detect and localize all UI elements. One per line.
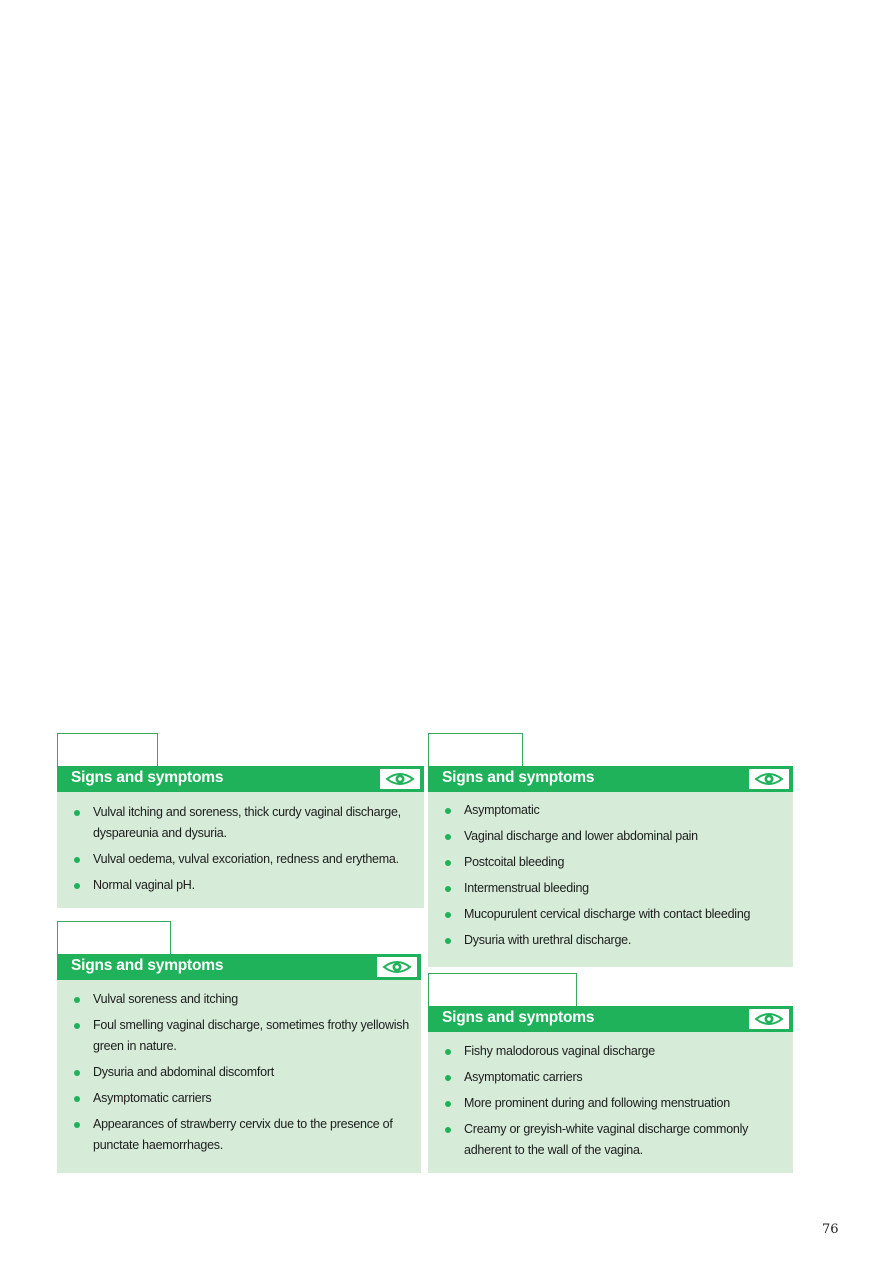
bullet-icon xyxy=(74,1023,80,1029)
list-item: Postcoital bleeding xyxy=(428,852,793,873)
list-item: Normal vaginal pH. xyxy=(57,875,424,896)
list-item: Intermenstrual bleeding xyxy=(428,878,793,899)
eye-icon xyxy=(379,768,421,790)
list-item: Asymptomatic carriers xyxy=(428,1067,793,1088)
card-body xyxy=(57,980,421,1173)
card-tab xyxy=(57,733,158,766)
bullet-icon xyxy=(74,1096,80,1102)
card-header xyxy=(428,766,793,792)
list-item: Asymptomatic carriers xyxy=(57,1088,421,1109)
card-body xyxy=(428,792,793,967)
bullet-icon xyxy=(445,912,451,918)
list-item: Appearances of strawberry cervix due to the presence of punctate haemorrhages. xyxy=(57,1114,421,1156)
bullet-icon xyxy=(74,883,80,889)
list-item: Foul smelling vaginal discharge, sometimes frothy yellowish green in nature. xyxy=(57,1015,421,1057)
bullet-icon xyxy=(74,997,80,1003)
card-header xyxy=(428,1006,793,1032)
card-title: Signs and symptoms xyxy=(71,769,224,786)
card-header xyxy=(57,954,421,980)
list-item: Vulval oedema, vulval excoriation, redness and erythema. xyxy=(57,849,424,870)
bullet-icon xyxy=(74,810,80,816)
bullet-icon xyxy=(445,860,451,866)
list-item: Fishy malodorous vaginal discharge xyxy=(428,1041,793,1062)
symptom-list xyxy=(57,802,424,896)
bullet-icon xyxy=(74,857,80,863)
card-tab xyxy=(428,733,523,766)
bullet-icon xyxy=(445,834,451,840)
bullet-icon xyxy=(445,1101,451,1107)
symptom-list xyxy=(428,800,793,951)
list-item: Dysuria with urethral discharge. xyxy=(428,930,793,951)
eye-icon xyxy=(748,768,790,790)
bullet-icon xyxy=(445,938,451,944)
page-number: 76 xyxy=(822,1222,839,1237)
card-title: Signs and symptoms xyxy=(71,957,224,974)
list-item: More prominent during and following menstruation xyxy=(428,1093,793,1114)
card-body xyxy=(57,792,424,908)
card-tab xyxy=(57,921,171,954)
list-item: Creamy or greyish-white vaginal discharge commonly adherent to the wall of the vagina. xyxy=(428,1119,793,1161)
bullet-icon xyxy=(445,1127,451,1133)
bullet-icon xyxy=(74,1122,80,1128)
eye-icon xyxy=(748,1008,790,1030)
list-item: Vulval soreness and itching xyxy=(57,989,421,1010)
bullet-icon xyxy=(445,886,451,892)
list-item: Vulval itching and soreness, thick curdy vaginal discharge, dyspareunia and dysuria. xyxy=(57,802,424,844)
card-header xyxy=(57,766,424,792)
symptom-list xyxy=(57,989,421,1156)
list-item: Vaginal discharge and lower abdominal pain xyxy=(428,826,793,847)
list-item: Mucopurulent cervical discharge with contact bleeding xyxy=(428,904,793,925)
card-title: Signs and symptoms xyxy=(442,769,595,786)
bullet-icon xyxy=(445,1075,451,1081)
card-title: Signs and symptoms xyxy=(442,1009,595,1026)
card-tab xyxy=(428,973,577,1006)
card-body xyxy=(428,1032,793,1173)
symptom-list xyxy=(428,1041,793,1161)
bullet-icon xyxy=(74,1070,80,1076)
list-item: Asymptomatic xyxy=(428,800,793,821)
list-item: Dysuria and abdominal discomfort xyxy=(57,1062,421,1083)
bullet-icon xyxy=(445,1049,451,1055)
eye-icon xyxy=(376,956,418,978)
bullet-icon xyxy=(445,808,451,814)
